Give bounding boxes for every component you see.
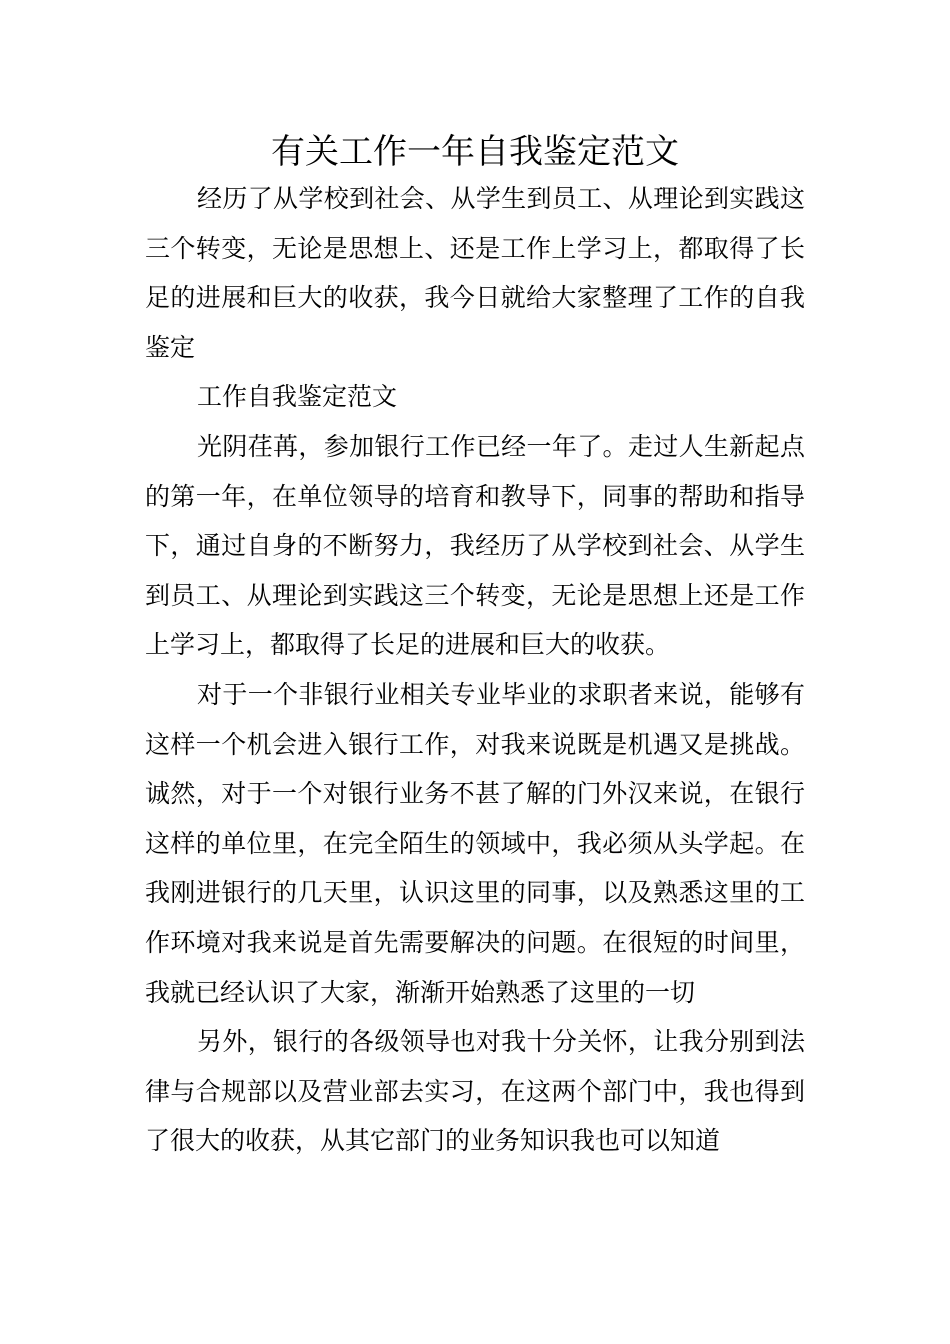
- document-body: [145, 174, 805, 1166]
- paragraph-3: 另外，银行的各级领导也对我十分关怀，让我分别到法律与合规部以及营业部去实习，在这两个部门中，我也得到了很大的收获，从其它部门的业务知识我也可以知道: [145, 1027, 805, 1156]
- paragraph-2: 对于一个非银行业相关专业毕业的求职者来说，能够有这样一个机会进入银行工作，对我来说既是机遇又是挑战。诚然，对于一个对银行业务不甚了解的门外汉来说，在银行这样的单位里，在完全陌生的领域中，我必须从头学起。在我刚进银行的几天里，认识这里的同事，以及熟悉这里的工作环境对我来说是首先需要解决的问题。在很短的时间里，我就已经认识了大家，渐渐开始熟悉了这里的一切: [145, 679, 805, 1007]
- paragraph-1: 光阴荏苒，参加银行工作已经一年了。走过人生新起点的第一年，在单位领导的培育和教导下，同事的帮助和指导下，通过自身的不断努力，我经历了从学校到社会、从学生到员工、从理论到实践这三个转变，无论是思想上还是工作上学习上，都取得了长足的进展和巨大的收获。: [145, 431, 805, 660]
- paragraph-intro: 经历了从学校到社会、从学生到员工、从理论到实践这三个转变，无论是思想上、还是工作上学习上，都取得了长足的进展和巨大的收获，我今日就给大家整理了工作的自我鉴定: [145, 184, 805, 362]
- document-title: 有关工作一年自我鉴定范文: [271, 132, 679, 172]
- paragraph-subheading: 工作自我鉴定范文: [197, 382, 398, 412]
